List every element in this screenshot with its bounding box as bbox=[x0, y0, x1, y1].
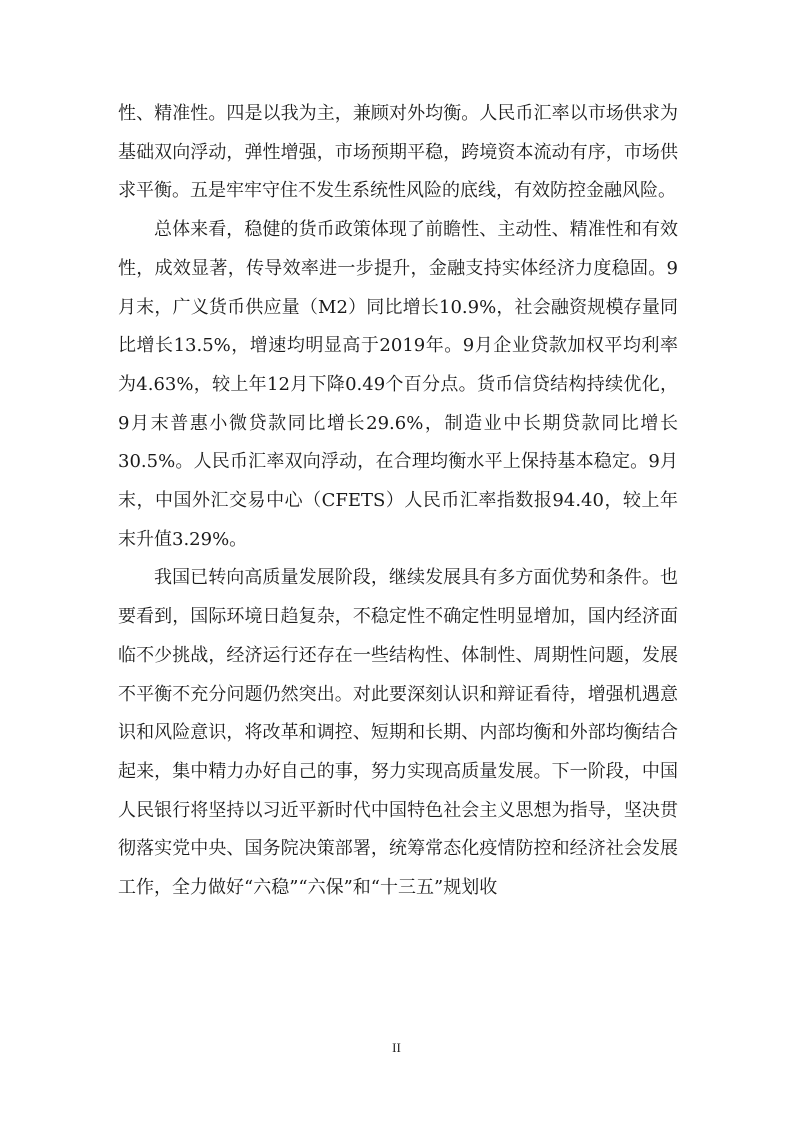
paragraph-outlook: 我国已转向高质量发展阶段，继续发展具有多方面优势和条件。也要看到，国际环境日趋复杂，不稳定性不确定性明显增加，国内经济面临不少挑战，经济运行还存在一些结构性、体制性、周期性问题，发展不平衡不充分问题仍然突出。对此要深刻认识和辩证看待，增强机遇意识和风险意识，将改革和调控、短期和长期、内部均衡和外部均衡结合起来，集中精力办好自己的事，努力实现高质量发展。下一阶段，中国人民银行将坚持以习近平新时代中国特色社会主义思想为指导，坚决贯彻落实党中央、国务院决策部署，统筹常态化疫情防控和经济社会发展工作，全力做好“六稳”“六保”和“十三五”规划收 bbox=[118, 567, 678, 899]
body-text bbox=[118, 95, 678, 908]
paragraph-continued: 性、精准性。四是以我为主，兼顾对外均衡。人民币汇率以市场供求为基础双向浮动，弹性增强，市场预期平稳，跨境资本流动有序，市场供求平衡。五是牢牢守住不发生系统性风险的底线，有效防控金融风险。 bbox=[118, 103, 678, 202]
paragraph-policy-summary: 总体来看，稳健的货币政策体现了前瞻性、主动性、精准性和有效性，成效显著，传导效率进一步提升，金融支持实体经济力度稳固。9月末，广义货币供应量（M2）同比增长10.9%，社会融资规模存量同比增长13.5%，增速均明显高于2019年。9月企业贷款加权平均利率为4.63%，较上年12月下降0.49个百分点。货币信贷结构持续优化，9月末普惠小微贷款同比增长29.6%，制造业中长期贷款同比增长30.5%。人民币汇率双向浮动，在合理均衡水平上保持基本稳定。9月末，中国外汇交易中心（CFETS）人民币汇率指数报94.40，较上年末升值3.29%。 bbox=[118, 219, 678, 550]
page-number: II bbox=[392, 1040, 401, 1055]
